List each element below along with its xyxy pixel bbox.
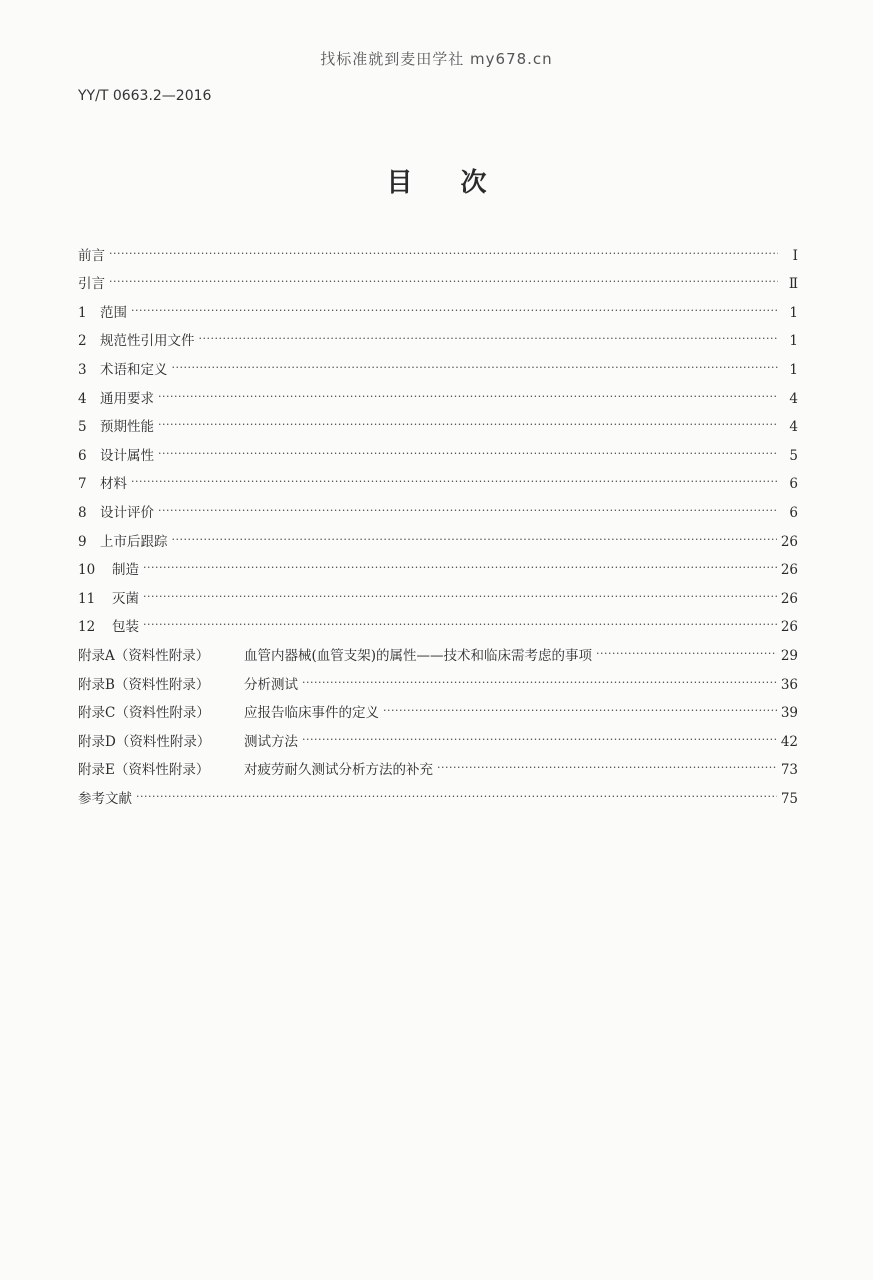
toc-entry-label [78, 447, 158, 465]
toc-page-number: 73 [780, 762, 798, 779]
toc-entry-title: 通用要求 [100, 390, 154, 407]
toc-dot-leader [158, 388, 778, 408]
toc-dot-leader [143, 588, 777, 608]
toc-section-number: 10 [78, 562, 96, 579]
document-code: YY/T 0663.2—2016 [78, 88, 212, 104]
toc-dot-leader [158, 416, 778, 436]
toc-page-number: 29 [780, 647, 798, 664]
toc-page-number: 4 [789, 390, 798, 407]
toc-entry-label [78, 676, 302, 694]
toc-page-number: 26 [780, 619, 798, 636]
toc-page-number: 4 [789, 419, 798, 436]
toc-dot-leader [302, 731, 777, 751]
toc-entry[interactable] [78, 236, 798, 265]
toc-section-number: 1 [78, 304, 87, 321]
toc-section-number: 5 [78, 419, 87, 436]
toc-entry-label [78, 790, 136, 808]
toc-entry-title: 制造 [112, 562, 139, 579]
toc-section-number: 2 [78, 333, 87, 350]
toc-appendix-number: 附录D（资料性附录） [78, 733, 211, 750]
toc-entry-title: 引言 [78, 276, 105, 293]
toc-dot-leader [199, 330, 779, 350]
toc-dot-leader [437, 759, 777, 779]
toc-entry-title: 包装 [112, 619, 139, 636]
toc-appendix-number: 附录C（资料性附录） [78, 705, 210, 722]
toc-entry[interactable] [78, 322, 798, 351]
toc-entry-label [78, 647, 596, 665]
toc-page-number: Ⅰ [792, 247, 798, 264]
toc-entry-title: 范围 [100, 304, 127, 321]
toc-entry-label [78, 418, 158, 436]
toc-section-number: 11 [78, 590, 96, 607]
toc-entry-title: 设计评价 [100, 504, 154, 521]
toc-page-number: 1 [789, 333, 798, 350]
toc-entry[interactable] [78, 350, 798, 379]
toc-section-number: 7 [78, 476, 87, 493]
toc-entry[interactable] [78, 779, 798, 808]
toc-entry-label [78, 561, 143, 579]
toc-entry[interactable] [78, 551, 798, 580]
toc-dot-leader [109, 273, 778, 293]
toc-page-number: 6 [789, 504, 798, 521]
toc-entry-label [78, 504, 158, 522]
toc-entry-title: 设计属性 [100, 447, 154, 464]
toc-dot-leader [158, 445, 778, 465]
toc-entry-title: 参考文献 [78, 790, 132, 807]
toc-entry-title: 分析测试 [244, 676, 298, 693]
toc-entry-title: 预期性能 [100, 419, 154, 436]
toc-section-number: 9 [78, 533, 87, 550]
toc-entry-label [78, 304, 131, 322]
toc-page-number: 26 [780, 533, 798, 550]
toc-page-number: 6 [789, 476, 798, 493]
toc-section-number: 8 [78, 504, 87, 521]
toc-entry[interactable] [78, 436, 798, 465]
toc-entry-title: 规范性引用文件 [100, 333, 195, 350]
toc-appendix-number: 附录B（资料性附录） [78, 676, 210, 693]
toc-entry-title: 血管内器械(血管支架)的属性——技术和临床需考虑的事项 [244, 647, 593, 664]
watermark-text: 找标准就到麦田学社 my678.cn [320, 50, 553, 68]
toc-entry-label [78, 533, 172, 551]
toc-entry-label [78, 361, 172, 379]
toc-section-number: 6 [78, 447, 87, 464]
toc-entry-title: 测试方法 [244, 733, 298, 750]
toc-entry[interactable] [78, 379, 798, 408]
toc-dot-leader [143, 616, 777, 636]
toc-section-number: 4 [78, 390, 87, 407]
table-of-contents [78, 236, 798, 808]
toc-entry-label [78, 733, 302, 751]
toc-entry-label [78, 761, 437, 779]
toc-entry[interactable] [78, 694, 798, 723]
toc-entry-label [78, 618, 143, 636]
toc-entry[interactable] [78, 522, 798, 551]
toc-entry-label [78, 475, 131, 493]
toc-page-number: 39 [780, 705, 798, 722]
toc-dot-leader [143, 559, 777, 579]
toc-page-number: 75 [780, 790, 798, 807]
toc-appendix-number: 附录A（资料性附录） [78, 647, 210, 664]
toc-dot-leader [131, 302, 778, 322]
page-title: 目次 [386, 168, 535, 198]
toc-entry[interactable] [78, 751, 798, 780]
toc-entry[interactable] [78, 265, 798, 294]
toc-dot-leader [596, 645, 777, 665]
toc-entry-label [78, 590, 143, 608]
toc-dot-leader [136, 788, 777, 808]
toc-entry[interactable] [78, 636, 798, 665]
toc-entry-label [78, 247, 109, 265]
toc-page-number: 26 [780, 590, 798, 607]
toc-section-number: 12 [78, 619, 96, 636]
toc-entry[interactable] [78, 665, 798, 694]
toc-entry[interactable] [78, 722, 798, 751]
toc-appendix-number: 附录E（资料性附录） [78, 762, 210, 779]
toc-section-number: 3 [78, 361, 87, 378]
toc-entry[interactable] [78, 579, 798, 608]
toc-entry-title: 灭菌 [112, 590, 139, 607]
toc-entry[interactable] [78, 465, 798, 494]
toc-page-number: 1 [789, 361, 798, 378]
toc-dot-leader [172, 359, 779, 379]
toc-entry-label [78, 704, 383, 722]
toc-entry[interactable] [78, 408, 798, 437]
toc-page-number: 26 [780, 562, 798, 579]
toc-entry-label [78, 275, 109, 293]
toc-dot-leader [383, 702, 777, 722]
toc-entry-title: 对疲劳耐久测试分析方法的补充 [244, 762, 433, 779]
toc-page-number: Ⅱ [788, 276, 798, 293]
toc-entry-title: 材料 [100, 476, 127, 493]
toc-entry-label [78, 332, 199, 350]
toc-dot-leader [109, 245, 778, 265]
toc-page-number: 5 [789, 447, 798, 464]
toc-entry[interactable] [78, 293, 798, 322]
toc-entry[interactable] [78, 493, 798, 522]
toc-entry-title: 应报告临床事件的定义 [244, 705, 379, 722]
toc-page-number: 42 [780, 733, 798, 750]
toc-page-number: 1 [789, 304, 798, 321]
toc-dot-leader [302, 674, 777, 694]
toc-entry-label [78, 390, 158, 408]
toc-entry-title: 前言 [78, 247, 105, 264]
toc-page-number: 36 [780, 676, 798, 693]
toc-entry[interactable] [78, 608, 798, 637]
toc-entry-title: 术语和定义 [100, 361, 168, 378]
toc-dot-leader [158, 502, 778, 522]
toc-dot-leader [131, 473, 778, 493]
toc-entry-title: 上市后跟踪 [100, 533, 168, 550]
toc-dot-leader [172, 531, 777, 551]
